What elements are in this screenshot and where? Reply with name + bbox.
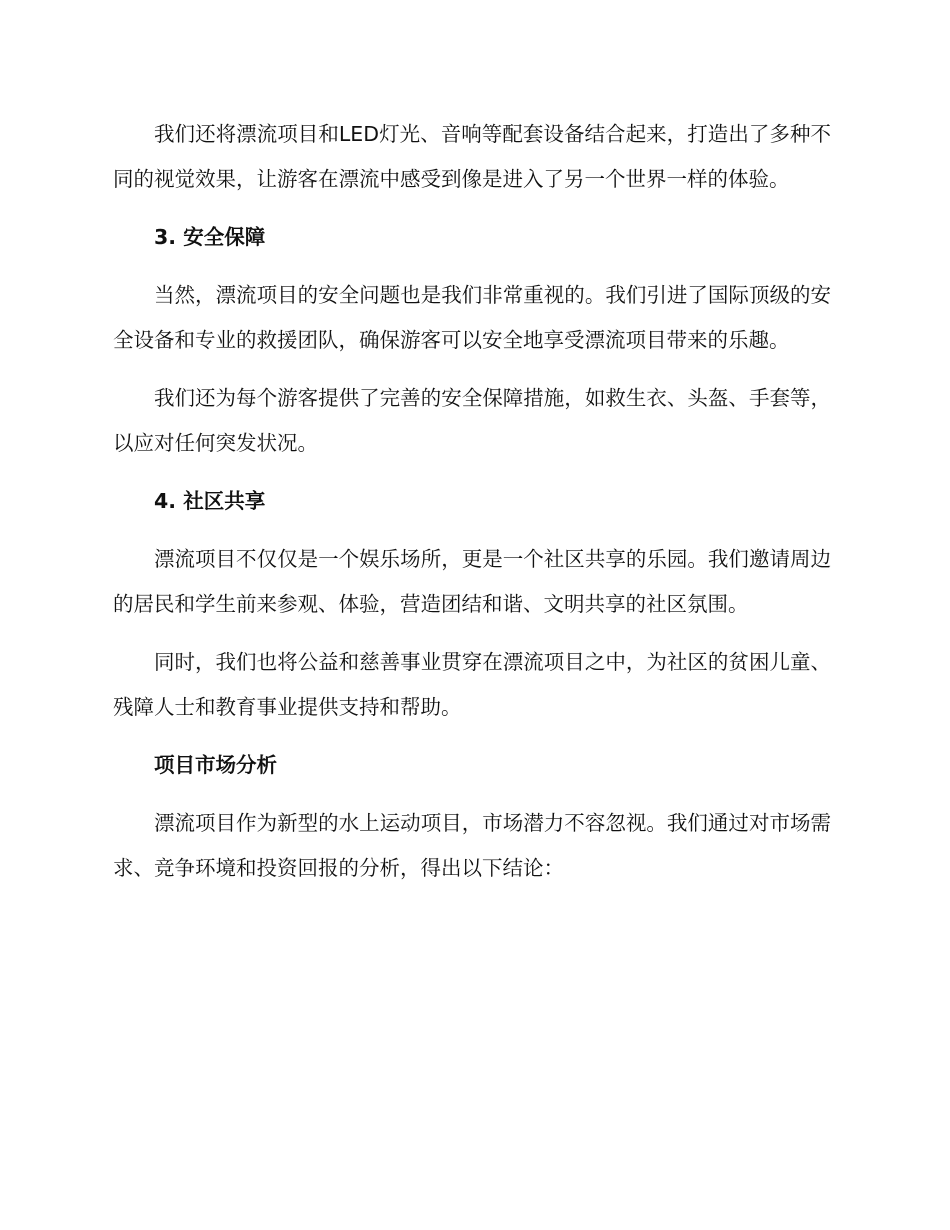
heading-market-analysis: 项目市场分析	[154, 753, 277, 777]
heading-safety: 3. 安全保障	[154, 225, 266, 249]
paragraph-charity: 同时，我们也将公益和慈善事业贯穿在漂流项目之中，为社区的贫困儿童、残障人士和教育事业提供支持和帮助。	[113, 650, 831, 719]
paragraph-led-effects: 我们还将漂流项目和LED灯光、音响等配套设备结合起来，打造出了多种不同的视觉效果，让游客在漂流中感受到像是进入了另一个世界一样的体验。	[113, 122, 831, 191]
paragraph-safety-measures: 我们还为每个游客提供了完善的安全保障措施，如救生衣、头盔、手套等，以应对任何突发状况。	[113, 386, 831, 455]
paragraph-market-conclusion: 漂流项目作为新型的水上运动项目，市场潜力不容忽视。我们通过对市场需求、竞争环境和投资回报的分析，得出以下结论：	[113, 811, 831, 880]
paragraph-safety-equipment: 当然，漂流项目的安全问题也是我们非常重视的。我们引进了国际顶级的安全设备和专业的救援团队，确保游客可以安全地享受漂流项目带来的乐趣。	[113, 283, 831, 352]
document-body	[113, 112, 831, 904]
paragraph-community-park: 漂流项目不仅仅是一个娱乐场所，更是一个社区共享的乐园。我们邀请周边的居民和学生前来参观、体验，营造团结和谐、文明共享的社区氛围。	[113, 547, 831, 616]
heading-community: 4. 社区共享	[154, 489, 266, 513]
